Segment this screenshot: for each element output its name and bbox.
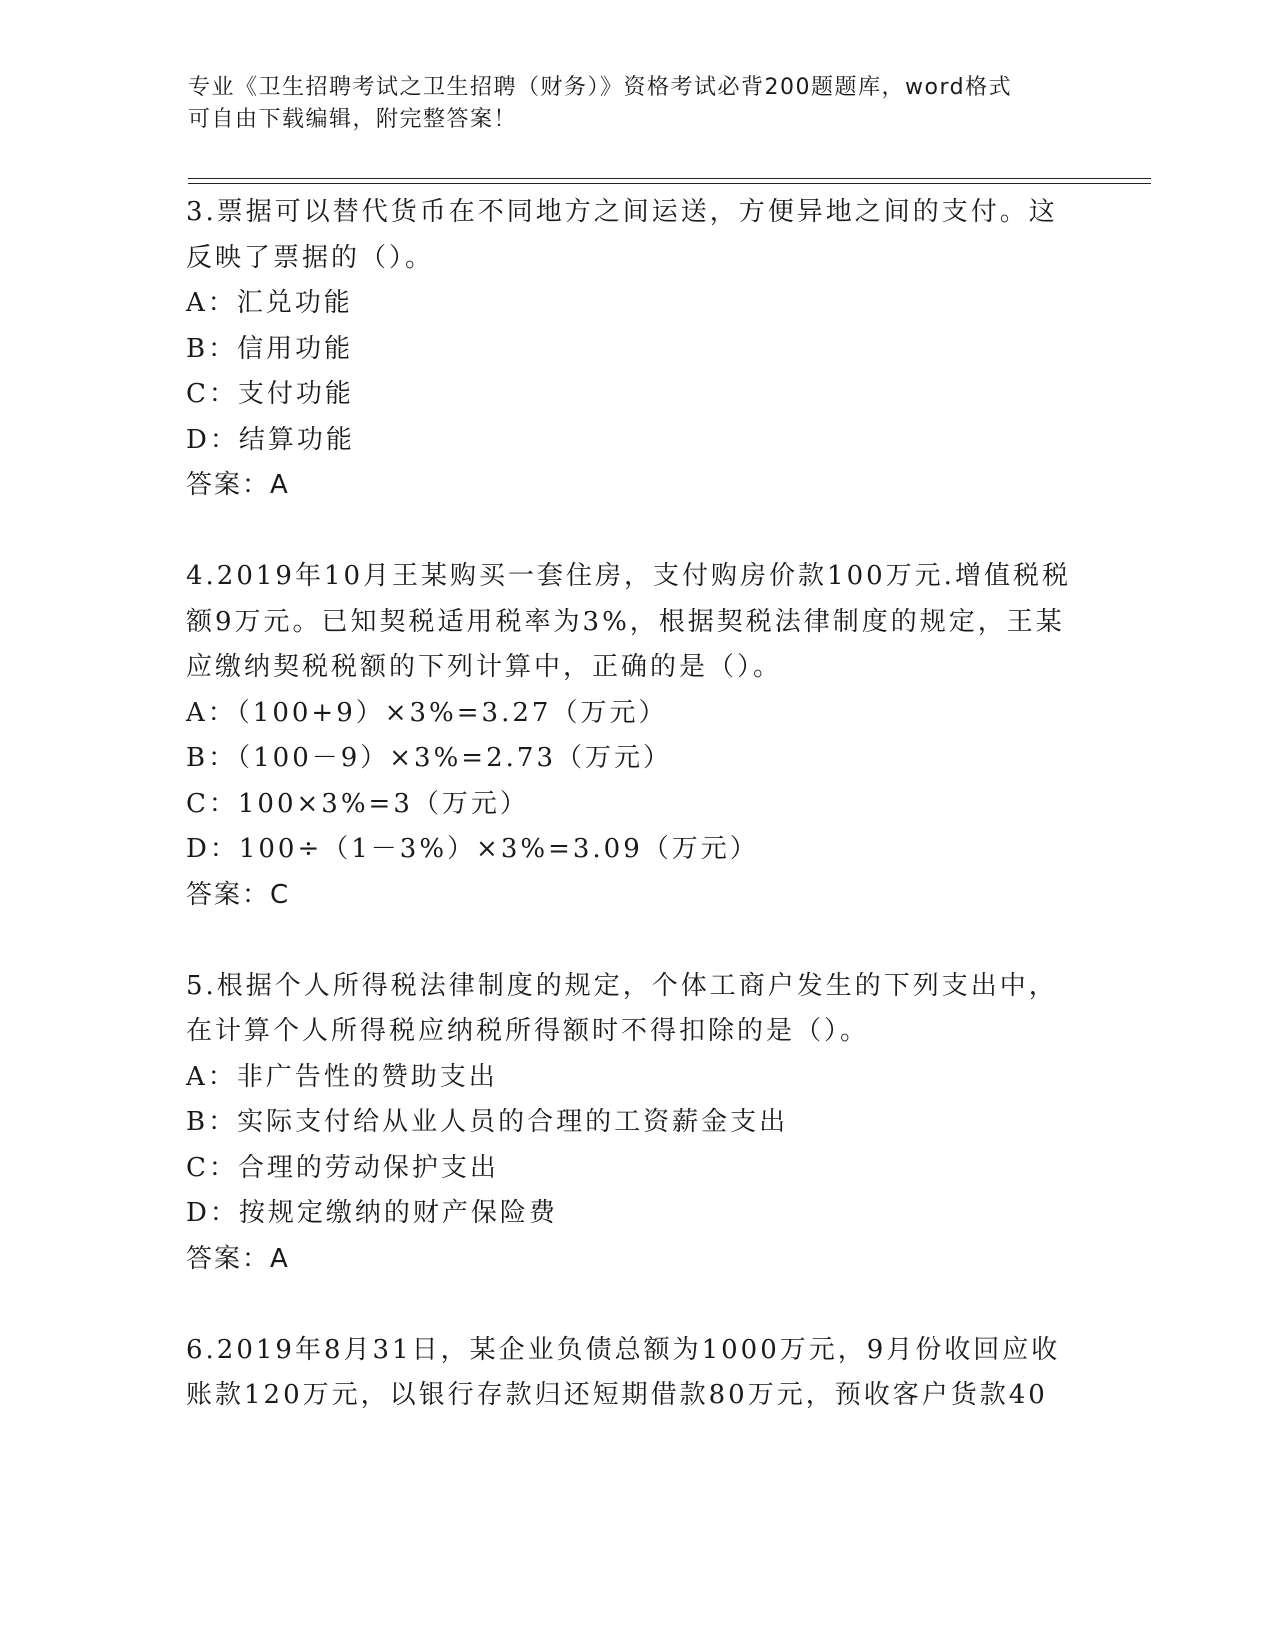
question-stem-line: 4.2019年10月王某购买一套住房，支付购房价款100万元.增值税税	[186, 561, 1071, 591]
option-a: A：（100+9）×3%=3.27（万元）	[186, 697, 668, 728]
question-list	[186, 190, 1086, 1419]
header-divider-thin	[188, 183, 1151, 184]
question-stem-line: 在计算个人所得税应纳税所得额时不得扣除的是（）。	[186, 1016, 870, 1046]
option-c: C：合理的劳动保护支出	[186, 1152, 499, 1183]
question-5	[186, 964, 1086, 1283]
option-a: A：汇兑功能	[186, 288, 353, 318]
option-a: A：非广告性的赞助支出	[186, 1061, 498, 1092]
option-d: D：结算功能	[186, 424, 355, 455]
question-stem-line: 5.根据个人所得税法律制度的规定，个体工商户发生的下列支出中，	[186, 970, 1058, 1001]
question-spacer	[186, 509, 1086, 555]
header-divider-thick	[188, 178, 1151, 179]
header-title-line-1: 专业《卫生招聘考试之卫生招聘（财务）》资格考试必背200题题库，word格式	[188, 75, 1013, 100]
option-b: B：（100－9）×3%=2.73（万元）	[186, 743, 672, 773]
answer-line: 答案：C	[186, 879, 291, 910]
answer-line: 答案：A	[186, 1243, 290, 1274]
question-stem-line: 3.票据可以替代货币在不同地方之间运送，方便异地之间的支付。这	[186, 197, 1058, 227]
question-spacer	[186, 918, 1086, 964]
question-stem-line: 6.2019年8月31日，某企业负债总额为1000万元，9月份收回应收	[186, 1334, 1061, 1365]
question-spacer	[186, 1282, 1086, 1328]
question-stem-line: 反映了票据的（）。	[186, 242, 435, 273]
option-b: B：信用功能	[186, 333, 354, 364]
option-b: B：实际支付给从业人员的合理的工资薪金支出	[186, 1107, 789, 1137]
document-header	[188, 72, 1068, 136]
option-d: D：按规定缴纳的财产保险费	[186, 1198, 558, 1228]
question-4	[186, 554, 1086, 918]
answer-line: 答案：A	[186, 470, 290, 500]
option-c: C：100×3%=3（万元）	[186, 788, 529, 819]
question-stem-line: 额9万元。已知契税适用税率为3%，根据契税法律制度的规定，王某	[186, 606, 1065, 637]
header-title-line-2: 可自由下载编辑，附完整答案！	[188, 107, 518, 132]
question-3	[186, 190, 1086, 509]
question-stem-line: 应缴纳契税税额的下列计算中，正确的是（）。	[186, 652, 783, 682]
option-d: D：100÷（1－3%）×3%=3.09（万元）	[186, 834, 759, 864]
question-stem-line: 账款120万元，以银行存款归还短期借款80万元，预收客户货款40	[186, 1380, 1048, 1410]
question-6	[186, 1328, 1086, 1419]
option-c: C：支付功能	[186, 379, 354, 409]
